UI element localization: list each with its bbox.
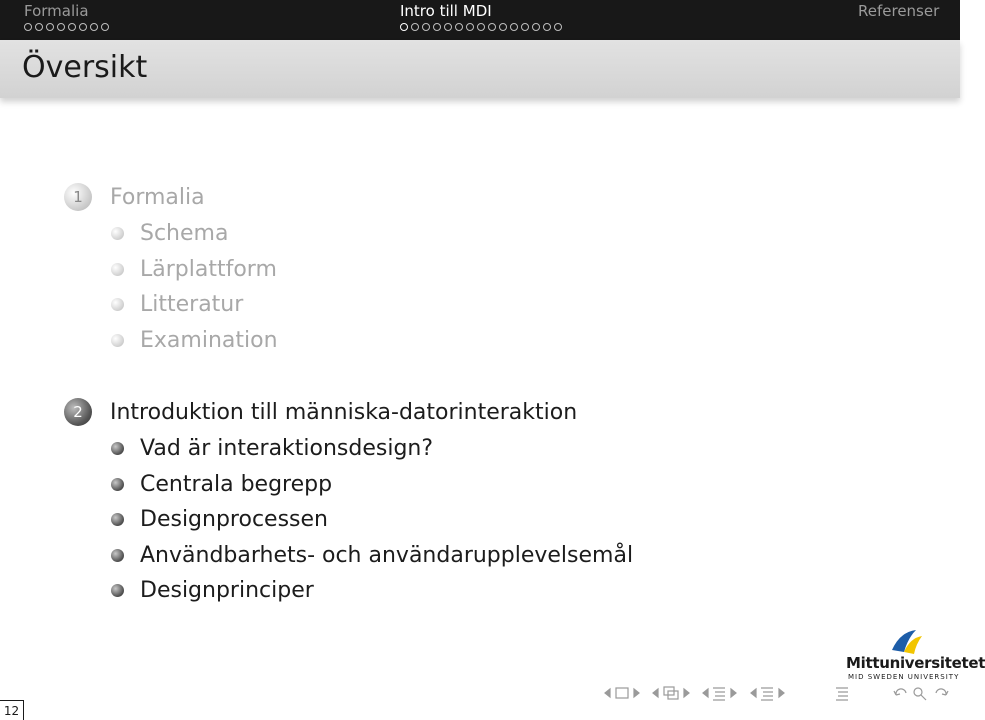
outline-subsection[interactable] <box>111 328 278 353</box>
nav-subsection-prev-icon[interactable] <box>653 689 658 697</box>
nav-frame-dots-formalia <box>24 23 109 33</box>
outline-subsection[interactable] <box>111 257 277 282</box>
nav-appendix-icon[interactable] <box>836 688 848 700</box>
nav-frame-dot[interactable] <box>101 23 109 31</box>
nav-section-formalia[interactable]: Formalia <box>24 2 89 20</box>
outline-section-heading[interactable] <box>64 398 577 426</box>
nav-frame-dot[interactable] <box>411 23 419 31</box>
nav-section-prev-icon[interactable] <box>703 689 708 697</box>
nav-subsection-next-icon[interactable] <box>684 689 689 697</box>
subsection-label: Lärplattform <box>140 257 277 282</box>
outline-subsection[interactable] <box>111 472 332 497</box>
outline-subsection[interactable] <box>111 221 228 246</box>
nav-frame-dot[interactable] <box>466 23 474 31</box>
nav-frame-prev-icon[interactable] <box>605 689 610 697</box>
section-number-badge: 1 <box>64 183 92 211</box>
frame-titlebar <box>0 40 960 98</box>
bullet-ball-icon <box>111 334 124 347</box>
nav-back-icon[interactable] <box>894 689 906 695</box>
nav-frame-dot[interactable] <box>79 23 87 31</box>
bullet-ball-icon <box>111 584 124 597</box>
subsection-label: Vad är interaktionsdesign? <box>140 436 434 461</box>
bullet-ball-icon <box>111 478 124 491</box>
nav-frame-dot[interactable] <box>554 23 562 31</box>
nav-doc-prev-icon[interactable] <box>751 689 756 697</box>
logo-name: Mittuniversitetet <box>846 654 985 672</box>
beamer-navigation-symbols <box>596 683 956 703</box>
nav-frame-dot[interactable] <box>433 23 441 31</box>
outline-section-heading[interactable] <box>64 183 205 211</box>
nav-frame-dot[interactable] <box>477 23 485 31</box>
subsection-label: Användbarhets- och användarupplevelsemål <box>140 543 634 568</box>
outline-subsection[interactable] <box>111 292 243 317</box>
subsection-label: Designprinciper <box>140 578 314 603</box>
outline-subsection[interactable] <box>111 578 314 603</box>
nav-frame-dot[interactable] <box>488 23 496 31</box>
subsection-label: Schema <box>140 221 229 246</box>
outline-subsection[interactable] <box>111 436 433 461</box>
nav-frame-dot-current[interactable] <box>400 23 408 31</box>
nav-doc-next-icon[interactable] <box>779 689 784 697</box>
nav-frame-next-icon[interactable] <box>634 689 639 697</box>
bullet-ball-icon <box>111 298 124 311</box>
subsection-label: Litteratur <box>140 292 244 317</box>
nav-frame-dot[interactable] <box>24 23 32 31</box>
nav-section-referenser[interactable]: Referenser <box>858 2 940 20</box>
outline-subsection[interactable] <box>111 507 328 532</box>
bullet-ball-icon <box>111 513 124 526</box>
nav-frame-dot[interactable] <box>68 23 76 31</box>
nav-forward-icon[interactable] <box>936 689 948 695</box>
nav-frame-dot[interactable] <box>510 23 518 31</box>
nav-frame-dot[interactable] <box>57 23 65 31</box>
bullet-ball-icon <box>111 227 124 240</box>
nav-frame-icon[interactable] <box>616 688 628 698</box>
frame-title: Översikt <box>22 50 148 85</box>
nav-frame-dot[interactable] <box>532 23 540 31</box>
subsection-label: Designprocessen <box>140 507 328 532</box>
section-title: Introduktion till människa-datorinteraktion <box>110 399 578 425</box>
nav-section-next-icon[interactable] <box>731 689 736 697</box>
nav-search-icon[interactable] <box>914 688 926 700</box>
logo-mark-icon <box>886 626 926 656</box>
bullet-ball-icon <box>111 442 124 455</box>
section-title: Formalia <box>110 184 205 210</box>
bullet-ball-icon <box>111 549 124 562</box>
nav-frame-dot[interactable] <box>444 23 452 31</box>
nav-frame-dot[interactable] <box>46 23 54 31</box>
nav-frame-dot[interactable] <box>35 23 43 31</box>
nav-frame-dot[interactable] <box>422 23 430 31</box>
section-navbar <box>0 0 960 40</box>
nav-doc-icon[interactable] <box>761 688 773 700</box>
nav-frame-dot[interactable] <box>521 23 529 31</box>
logo-subtitle: MID SWEDEN UNIVERSITY <box>848 673 960 681</box>
subsection-label: Centrala begrepp <box>140 472 333 497</box>
nav-frame-dot[interactable] <box>543 23 551 31</box>
nav-frame-dot[interactable] <box>455 23 463 31</box>
nav-section-intro[interactable]: Intro till MDI <box>400 2 492 20</box>
nav-frame-dot[interactable] <box>499 23 507 31</box>
subsection-label: Examination <box>140 328 278 353</box>
bullet-ball-icon <box>111 263 124 276</box>
page-number: 12 <box>0 700 24 720</box>
nav-section-icon[interactable] <box>713 688 725 700</box>
nav-subsection-icon[interactable] <box>664 687 678 699</box>
outline-subsection[interactable] <box>111 543 633 568</box>
nav-frame-dots-intro <box>400 23 562 33</box>
nav-frame-dot[interactable] <box>90 23 98 31</box>
section-number-badge: 2 <box>64 398 92 426</box>
